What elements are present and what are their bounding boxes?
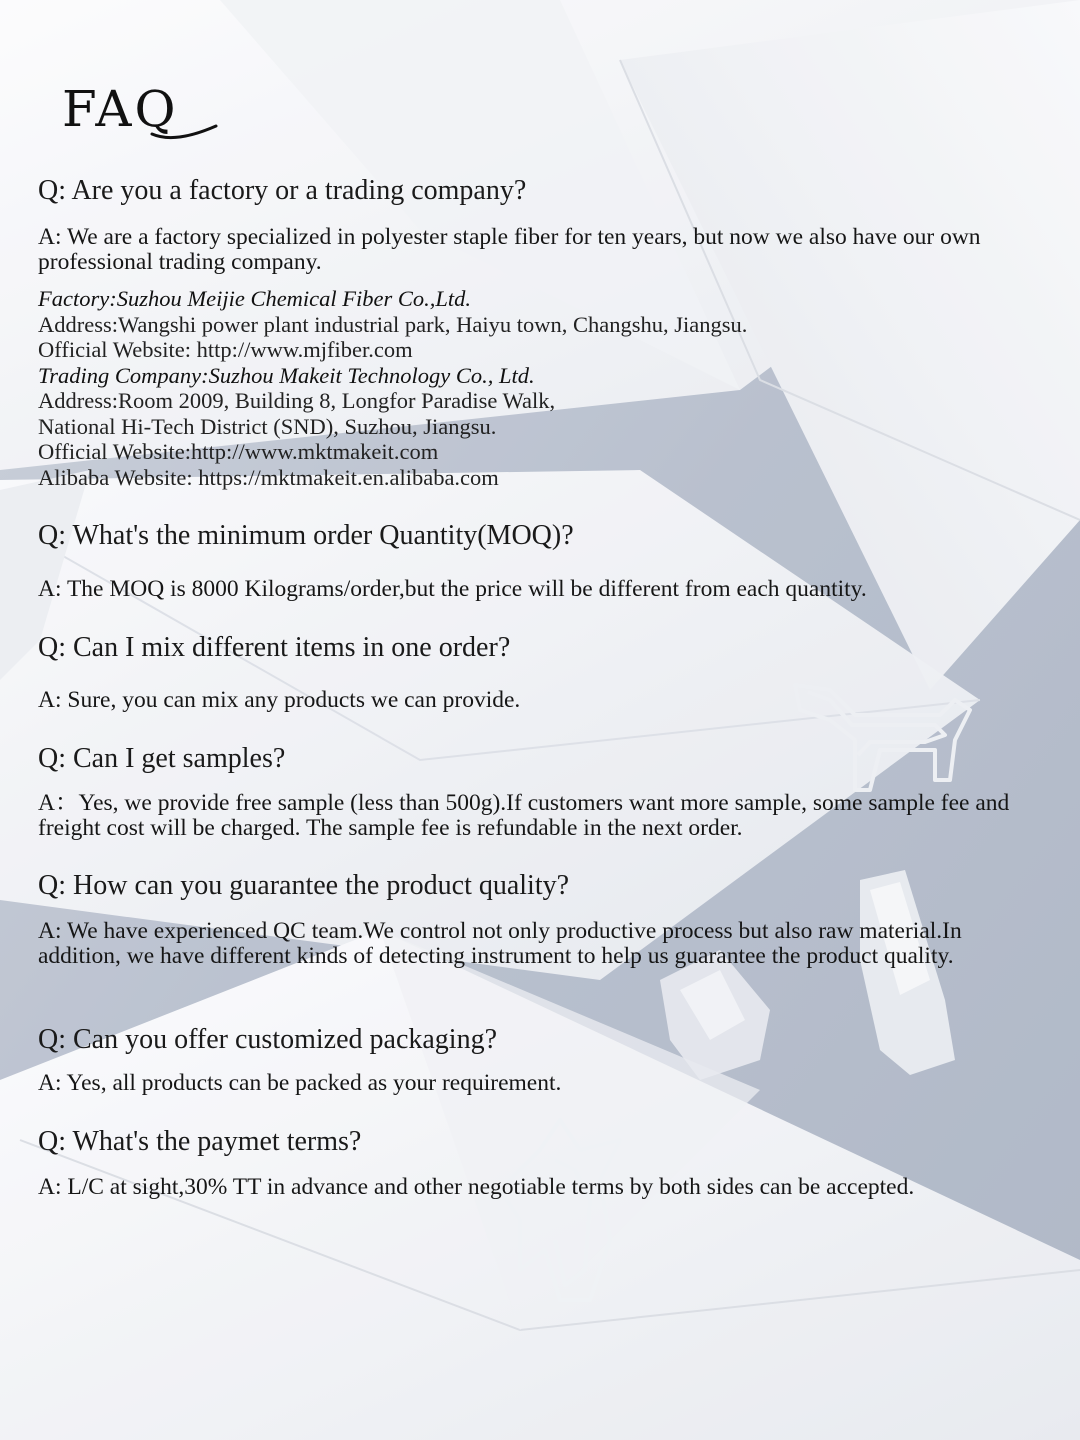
alibaba-website: Alibaba Website: https://mktmakeit.en.alibaba.com — [38, 464, 499, 490]
contact-info — [38, 286, 938, 490]
trading-address-line-1: Address:Room 2009, Building 8, Longfor Paradise Walk, — [38, 388, 556, 413]
faq-answer-packaging: A: Yes, all products can be packed as your requirement. — [38, 1070, 562, 1096]
factory-address: Address:Wangshi power plant industrial park, Haiyu town, Changshu, Jiangsu. — [38, 311, 748, 337]
faq-answer-quality: A: We have experienced QC team.We control not only productive process but also raw material.In addition, we have different kinds of detecting instrument to help us guarantee the product quality. — [38, 918, 962, 969]
trading-website: Official Website:http://www.mktmakeit.com — [38, 439, 439, 464]
faq-question-samples: Q: Can I get samples? — [38, 743, 286, 774]
page-title: FAQ — [62, 80, 179, 138]
faq-answer-samples: A：Yes, we provide free sample (less than 500g).If customers want more sample, some sample fee and freight cost will be charged. The sample fee is refundable in the next order. — [38, 790, 1010, 841]
factory-name: Factory:Suzhou Meijie Chemical Fiber Co.,Ltd. — [38, 286, 472, 311]
faq-answer-mix: A: Sure, you can mix any products we can provide. — [38, 687, 521, 713]
faq-question-factory: Q: Are you a factory or a trading company? — [38, 175, 527, 206]
title-swash-decoration — [150, 112, 220, 142]
faq-question-mix: Q: Can I mix different items in one order? — [38, 632, 511, 663]
trading-company-name: Trading Company:Suzhou Makeit Technology Co., Ltd. — [38, 362, 535, 388]
faq-answer-payment: A: L/C at sight,30% TT in advance and other negotiable terms by both sides can be accepted. — [38, 1174, 915, 1200]
faq-answer-moq: A: The MOQ is 8000 Kilograms/order,but the price will be different from each quantity. — [38, 576, 867, 602]
trading-address-line-2: National Hi-Tech District (SND), Suzhou, Jiangsu. — [38, 413, 497, 439]
faq-answer-factory: A: We are a factory specialized in polyester staple fiber for ten years, but now we also have our own professional trading company. — [38, 224, 981, 275]
faq-question-quality: Q: How can you guarantee the product quality? — [38, 870, 570, 901]
factory-website: Official Website: http://www.mjfiber.com — [38, 337, 413, 362]
faq-question-moq: Q: What's the minimum order Quantity(MOQ)? — [38, 520, 574, 551]
faq-question-payment: Q: What's the paymet terms? — [38, 1126, 362, 1157]
faq-question-packaging: Q: Can you offer customized packaging? — [38, 1024, 498, 1055]
